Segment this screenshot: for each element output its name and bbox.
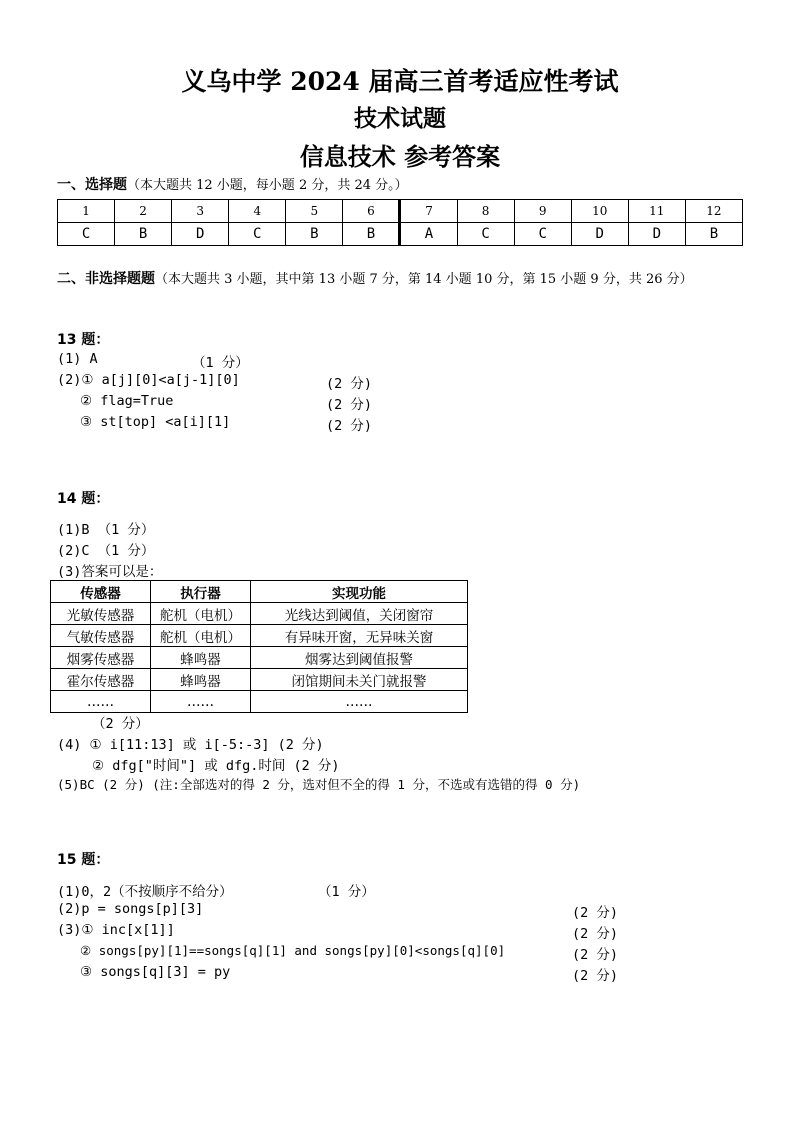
answer-cell: C bbox=[457, 223, 514, 246]
table-cell: …… bbox=[151, 691, 251, 713]
answer-cell: B bbox=[343, 223, 400, 246]
table-cell: …… bbox=[51, 691, 151, 713]
sensor-table-header bbox=[51, 581, 468, 603]
q13-score-2: (2 分) bbox=[326, 376, 373, 392]
table-row bbox=[51, 603, 468, 625]
question-number-row bbox=[58, 200, 743, 223]
q13-score-4: (2 分) bbox=[326, 418, 373, 434]
table-cell: 霍尔传感器 bbox=[51, 669, 151, 691]
answer-cell: C bbox=[229, 223, 286, 246]
header-cell-actuator: 执行器 bbox=[151, 581, 251, 603]
table-cell: 有异味开窗，无异味关窗 bbox=[251, 625, 468, 647]
q14-line-1: (1)B （1 分） bbox=[57, 522, 155, 538]
section1-heading bbox=[57, 174, 408, 194]
q14-line-6: (5)BC (2 分) (注:全部选对的得 2 分，选对但不全的得 1 分，不选或有选错的得 0 分) bbox=[57, 777, 581, 792]
header-cell-function: 实现功能 bbox=[251, 581, 468, 603]
q14-heading: 14 题： bbox=[57, 491, 110, 507]
table-cell: 烟雾传感器 bbox=[51, 647, 151, 669]
table-cell: …… bbox=[251, 691, 468, 713]
table-row bbox=[51, 625, 468, 647]
qnum-cell: 10 bbox=[571, 200, 628, 223]
table-cell: 舵机（电机） bbox=[151, 603, 251, 625]
section2-note: （本大题共 3 小题，其中第 13 小题 7 分，第 14 小题 10 分，第 15 小题 9 分，共 26 分） bbox=[155, 272, 693, 287]
choice-answer-table bbox=[57, 199, 743, 246]
answer-key-title: 信息技术 参考答案 bbox=[299, 142, 501, 171]
answer-cell: B bbox=[115, 223, 172, 246]
q13-score-3: (2 分) bbox=[326, 397, 373, 413]
q15-line-2-score: (2 分) bbox=[572, 905, 619, 921]
q13-line-4: ③ st[top] <a[i][1] bbox=[80, 414, 231, 430]
answer-cell: D bbox=[628, 223, 685, 246]
answer-cell: D bbox=[172, 223, 229, 246]
q15-line-5: ③ songs[q][3] = py bbox=[80, 964, 231, 980]
q13-score-1: （1 分） bbox=[192, 355, 249, 371]
qnum-cell: 2 bbox=[115, 200, 172, 223]
q14-table-score: （2 分） bbox=[92, 716, 149, 732]
q15-line-4-score: (2 分) bbox=[572, 947, 619, 963]
qnum-cell: 4 bbox=[229, 200, 286, 223]
qnum-cell: 8 bbox=[457, 200, 514, 223]
q14-line-5: ② dfg["时间"] 或 dfg.时间 (2 分) bbox=[92, 758, 340, 774]
q14-line-3: (3)答案可以是： bbox=[57, 564, 163, 580]
table-row bbox=[51, 691, 468, 713]
q15-line-3: (3)① inc[x[1]] bbox=[57, 922, 175, 938]
q13-heading: 13 题： bbox=[57, 332, 110, 348]
table-cell: 光线达到阈值，关闭窗帘 bbox=[251, 603, 468, 625]
q15-line-1-score: （1 分） bbox=[318, 884, 375, 900]
q15-line-1: (1)0，2（不按顺序不给分） bbox=[57, 884, 233, 900]
q15-line-5-score: (2 分) bbox=[572, 968, 619, 984]
table-cell: 烟雾达到阈值报警 bbox=[251, 647, 468, 669]
exam-title: 义乌中学 2024 届高三首考适应性考试 bbox=[181, 67, 619, 96]
qnum-cell: 9 bbox=[514, 200, 571, 223]
answer-row bbox=[58, 223, 743, 246]
table-cell: 气敏传感器 bbox=[51, 625, 151, 647]
answer-cell: C bbox=[514, 223, 571, 246]
table-cell: 蜂鸣器 bbox=[151, 647, 251, 669]
q14-line-4: (4) ① i[11:13] 或 i[-5:-3] (2 分) bbox=[57, 737, 324, 753]
q15-heading: 15 题： bbox=[57, 852, 110, 868]
answer-cell: C bbox=[58, 223, 115, 246]
table-cell: 舵机（电机） bbox=[151, 625, 251, 647]
q13-line-1: (1) A bbox=[57, 351, 98, 367]
table-cell: 闭馆期间未关门就报警 bbox=[251, 669, 468, 691]
answer-cell: B bbox=[286, 223, 343, 246]
header-cell-sensor: 传感器 bbox=[51, 581, 151, 603]
section2-label: 二、非选择题题 bbox=[57, 271, 155, 287]
qnum-cell: 5 bbox=[286, 200, 343, 223]
q14-line-2: (2)C （1 分） bbox=[57, 543, 155, 559]
qnum-cell: 7 bbox=[400, 200, 457, 223]
q15-line-2: (2)p = songs[p][3] bbox=[57, 901, 204, 917]
section1-label: 一、选择题 bbox=[57, 177, 127, 193]
section2-heading bbox=[57, 268, 693, 288]
q13-line-2: (2)① a[j][0]<a[j-1][0] bbox=[57, 372, 240, 388]
qnum-cell: 1 bbox=[58, 200, 115, 223]
qnum-cell: 3 bbox=[172, 200, 229, 223]
q15-line-3-score: (2 分) bbox=[572, 926, 619, 942]
answer-cell: B bbox=[685, 223, 742, 246]
q13-line-3: ② flag=True bbox=[80, 393, 174, 409]
table-row bbox=[51, 669, 468, 691]
table-cell: 蜂鸣器 bbox=[151, 669, 251, 691]
table-cell: 光敏传感器 bbox=[51, 603, 151, 625]
answer-cell: A bbox=[400, 223, 457, 246]
q15-line-4: ② songs[py][1]==songs[q][1] and songs[py][0]<songs[q][0] bbox=[80, 943, 506, 958]
qnum-cell: 11 bbox=[628, 200, 685, 223]
qnum-cell: 12 bbox=[685, 200, 742, 223]
sensor-table bbox=[50, 580, 468, 713]
subject-title: 技术试题 bbox=[354, 105, 446, 132]
qnum-cell: 6 bbox=[343, 200, 400, 223]
answer-cell: D bbox=[571, 223, 628, 246]
section1-note: （本大题共 12 小题，每小题 2 分，共 24 分。） bbox=[127, 178, 408, 193]
table-row bbox=[51, 647, 468, 669]
